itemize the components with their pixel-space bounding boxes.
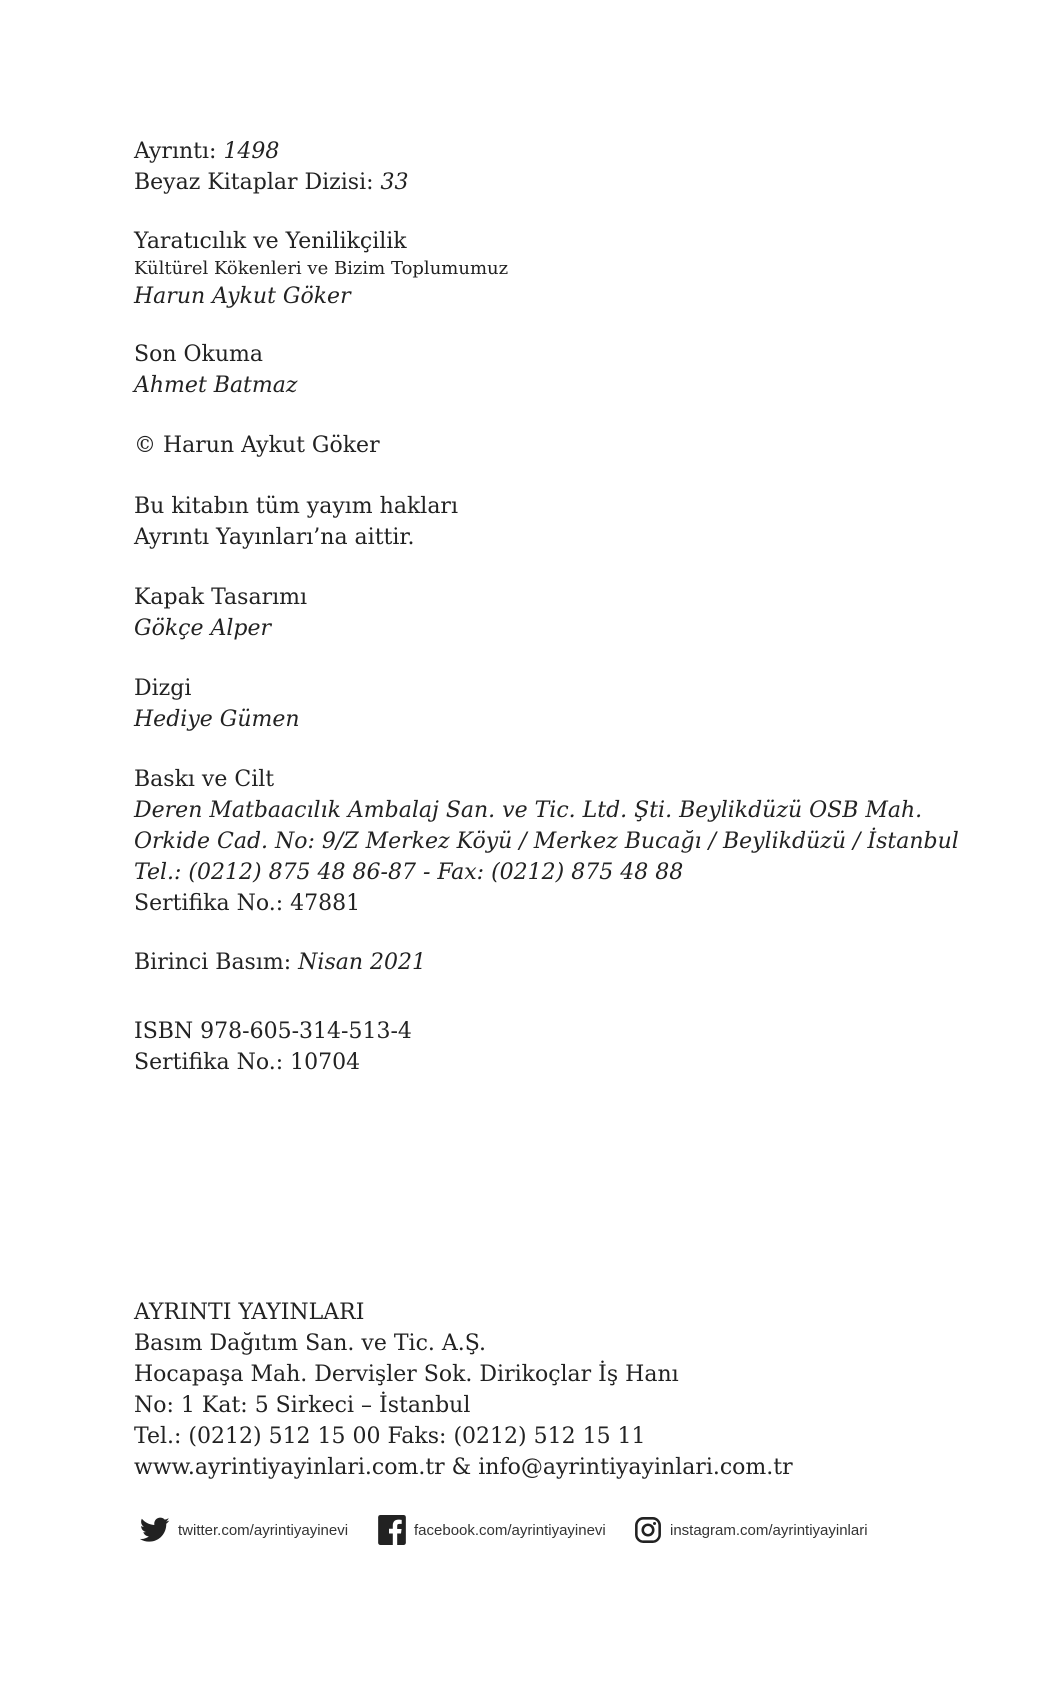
book-subtitle: Kültürel Kökenleri ve Bizim Toplumumuz [134,258,509,279]
book-title: Yaratıcılık ve Yenilikçilik [134,229,407,254]
social-links [140,1510,940,1550]
edition-label: Birinci Basım: [134,950,292,975]
instagram-icon [634,1516,662,1544]
copyright [134,430,380,461]
copyright-text: © Harun Aykut Göker [134,433,380,458]
edition-date: Nisan 2021 [298,950,427,975]
printing [134,764,959,919]
publisher-address-2: No: 1 Kat: 5 Sirkeci – İstanbul [134,1393,471,1418]
facebook-link[interactable] [378,1510,606,1550]
isbn-certificate: Sertifika No.: 10704 [134,1050,361,1075]
ayrinti-number: 1498 [223,139,280,164]
rights-line-2: Ayrıntı Yayınları’na aittir. [134,525,415,550]
twitter-label: twitter.com/ayrintiyayinevi [178,1521,349,1539]
cover-design [134,582,307,644]
publisher-address-1: Hocapaşa Mah. Dervişler Sok. Dirikoçlar İş Hanı [134,1362,679,1387]
publisher-info [134,1297,793,1483]
publisher-name: AYRINTI YAYINLARI [134,1300,365,1325]
typesetting [134,673,300,735]
printing-line-1: Deren Matbaacılık Ambalaj San. ve Tic. Ltd. Şti. Beylikdüzü OSB Mah. [134,798,923,823]
twitter-icon [140,1517,170,1543]
series-info [134,136,409,198]
instagram-label: instagram.com/ayrintiyayinlari [670,1521,868,1539]
twitter-link[interactable] [140,1510,348,1550]
cover-design-label: Kapak Tasarımı [134,585,308,610]
edition [134,947,426,978]
publisher-company: Basım Dağıtım San. ve Tic. A.Ş. [134,1331,487,1356]
isbn-block [134,1016,412,1078]
facebook-icon [378,1515,406,1545]
typesetting-label: Dizgi [134,676,192,701]
series-number: 33 [380,170,409,195]
proofreading-label: Son Okuma [134,342,263,367]
facebook-label: facebook.com/ayrintiyayinevi [414,1521,606,1539]
instagram-link[interactable] [634,1510,868,1550]
typesetting-name: Hediye Gümen [134,707,300,732]
series-label: Beyaz Kitaplar Dizisi: [134,170,374,195]
printing-line-2: Orkide Cad. No: 9/Z Merkez Köyü / Merkez Bucağı / Beylikdüzü / İstanbul [134,829,959,854]
isbn: ISBN 978-605-314-513-4 [134,1019,412,1044]
publisher-web: www.ayrintiyayinlari.com.tr & info@ayrintiyayinlari.com.tr [134,1455,793,1480]
printing-label: Baskı ve Cilt [134,767,275,792]
cover-design-name: Gökçe Alper [134,616,272,641]
rights-line-1: Bu kitabın tüm yayım hakları [134,494,458,519]
printing-certificate: Sertifika No.: 47881 [134,891,361,916]
proofreading-name: Ahmet Batmaz [134,373,298,398]
publisher-phone: Tel.: (0212) 512 15 00 Faks: (0212) 512 15 11 [134,1424,646,1449]
book-info [134,226,508,312]
book-author: Harun Aykut Göker [134,284,351,309]
ayrinti-label: Ayrıntı: [134,139,217,164]
proofreading [134,339,297,401]
rights [134,491,458,553]
printing-line-3: Tel.: (0212) 875 48 86-87 - Fax: (0212) 875 48 88 [134,860,684,885]
